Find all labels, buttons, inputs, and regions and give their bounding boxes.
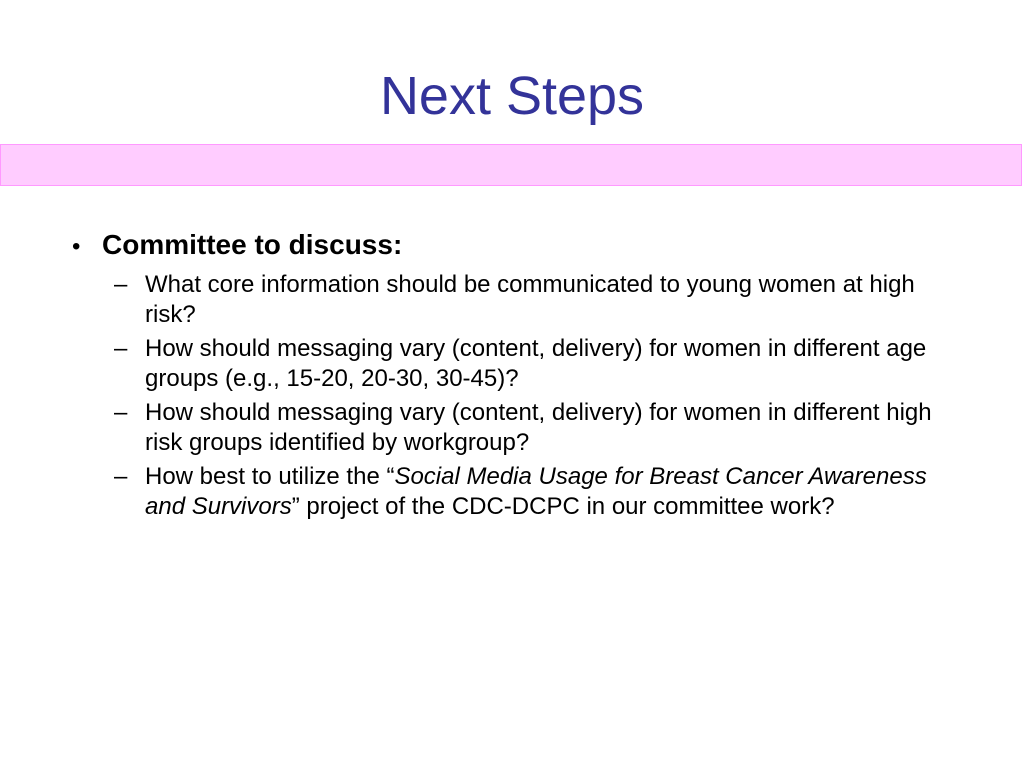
sub-item	[114, 462, 952, 522]
dash-icon: –	[114, 399, 128, 426]
project-title: Social Media Usage for Breast Cancer Awareness and Survivors	[145, 463, 927, 520]
bullet-item	[72, 226, 952, 266]
bullet-heading: Committee to discuss:	[102, 229, 403, 260]
sub-item-text	[145, 462, 935, 522]
sub-item	[114, 334, 952, 394]
dash-icon: –	[114, 335, 128, 362]
sub-item-text-before: How best to utilize the “	[145, 463, 395, 490]
dash-icon: –	[114, 271, 128, 298]
sub-item	[114, 398, 952, 458]
slide-content	[72, 226, 952, 526]
sub-item-text: What core information should be communicated to young women at high risk?	[145, 271, 915, 328]
decorative-band	[0, 144, 1022, 186]
dash-icon: –	[114, 463, 128, 490]
sub-item-text: How should messaging vary (content, delivery) for women in different age groups (e.g., 15-20, 20-30, 30-45)?	[145, 335, 927, 392]
bullet-icon: •	[72, 233, 81, 260]
sub-item-text-after: ” project of the CDC-DCPC in our committee work?	[291, 493, 835, 520]
sub-item	[114, 270, 952, 330]
sub-list	[72, 270, 952, 522]
sub-item-text: How should messaging vary (content, delivery) for women in different high risk groups identified by workgroup?	[145, 399, 932, 456]
slide-title: Next Steps	[379, 66, 645, 126]
